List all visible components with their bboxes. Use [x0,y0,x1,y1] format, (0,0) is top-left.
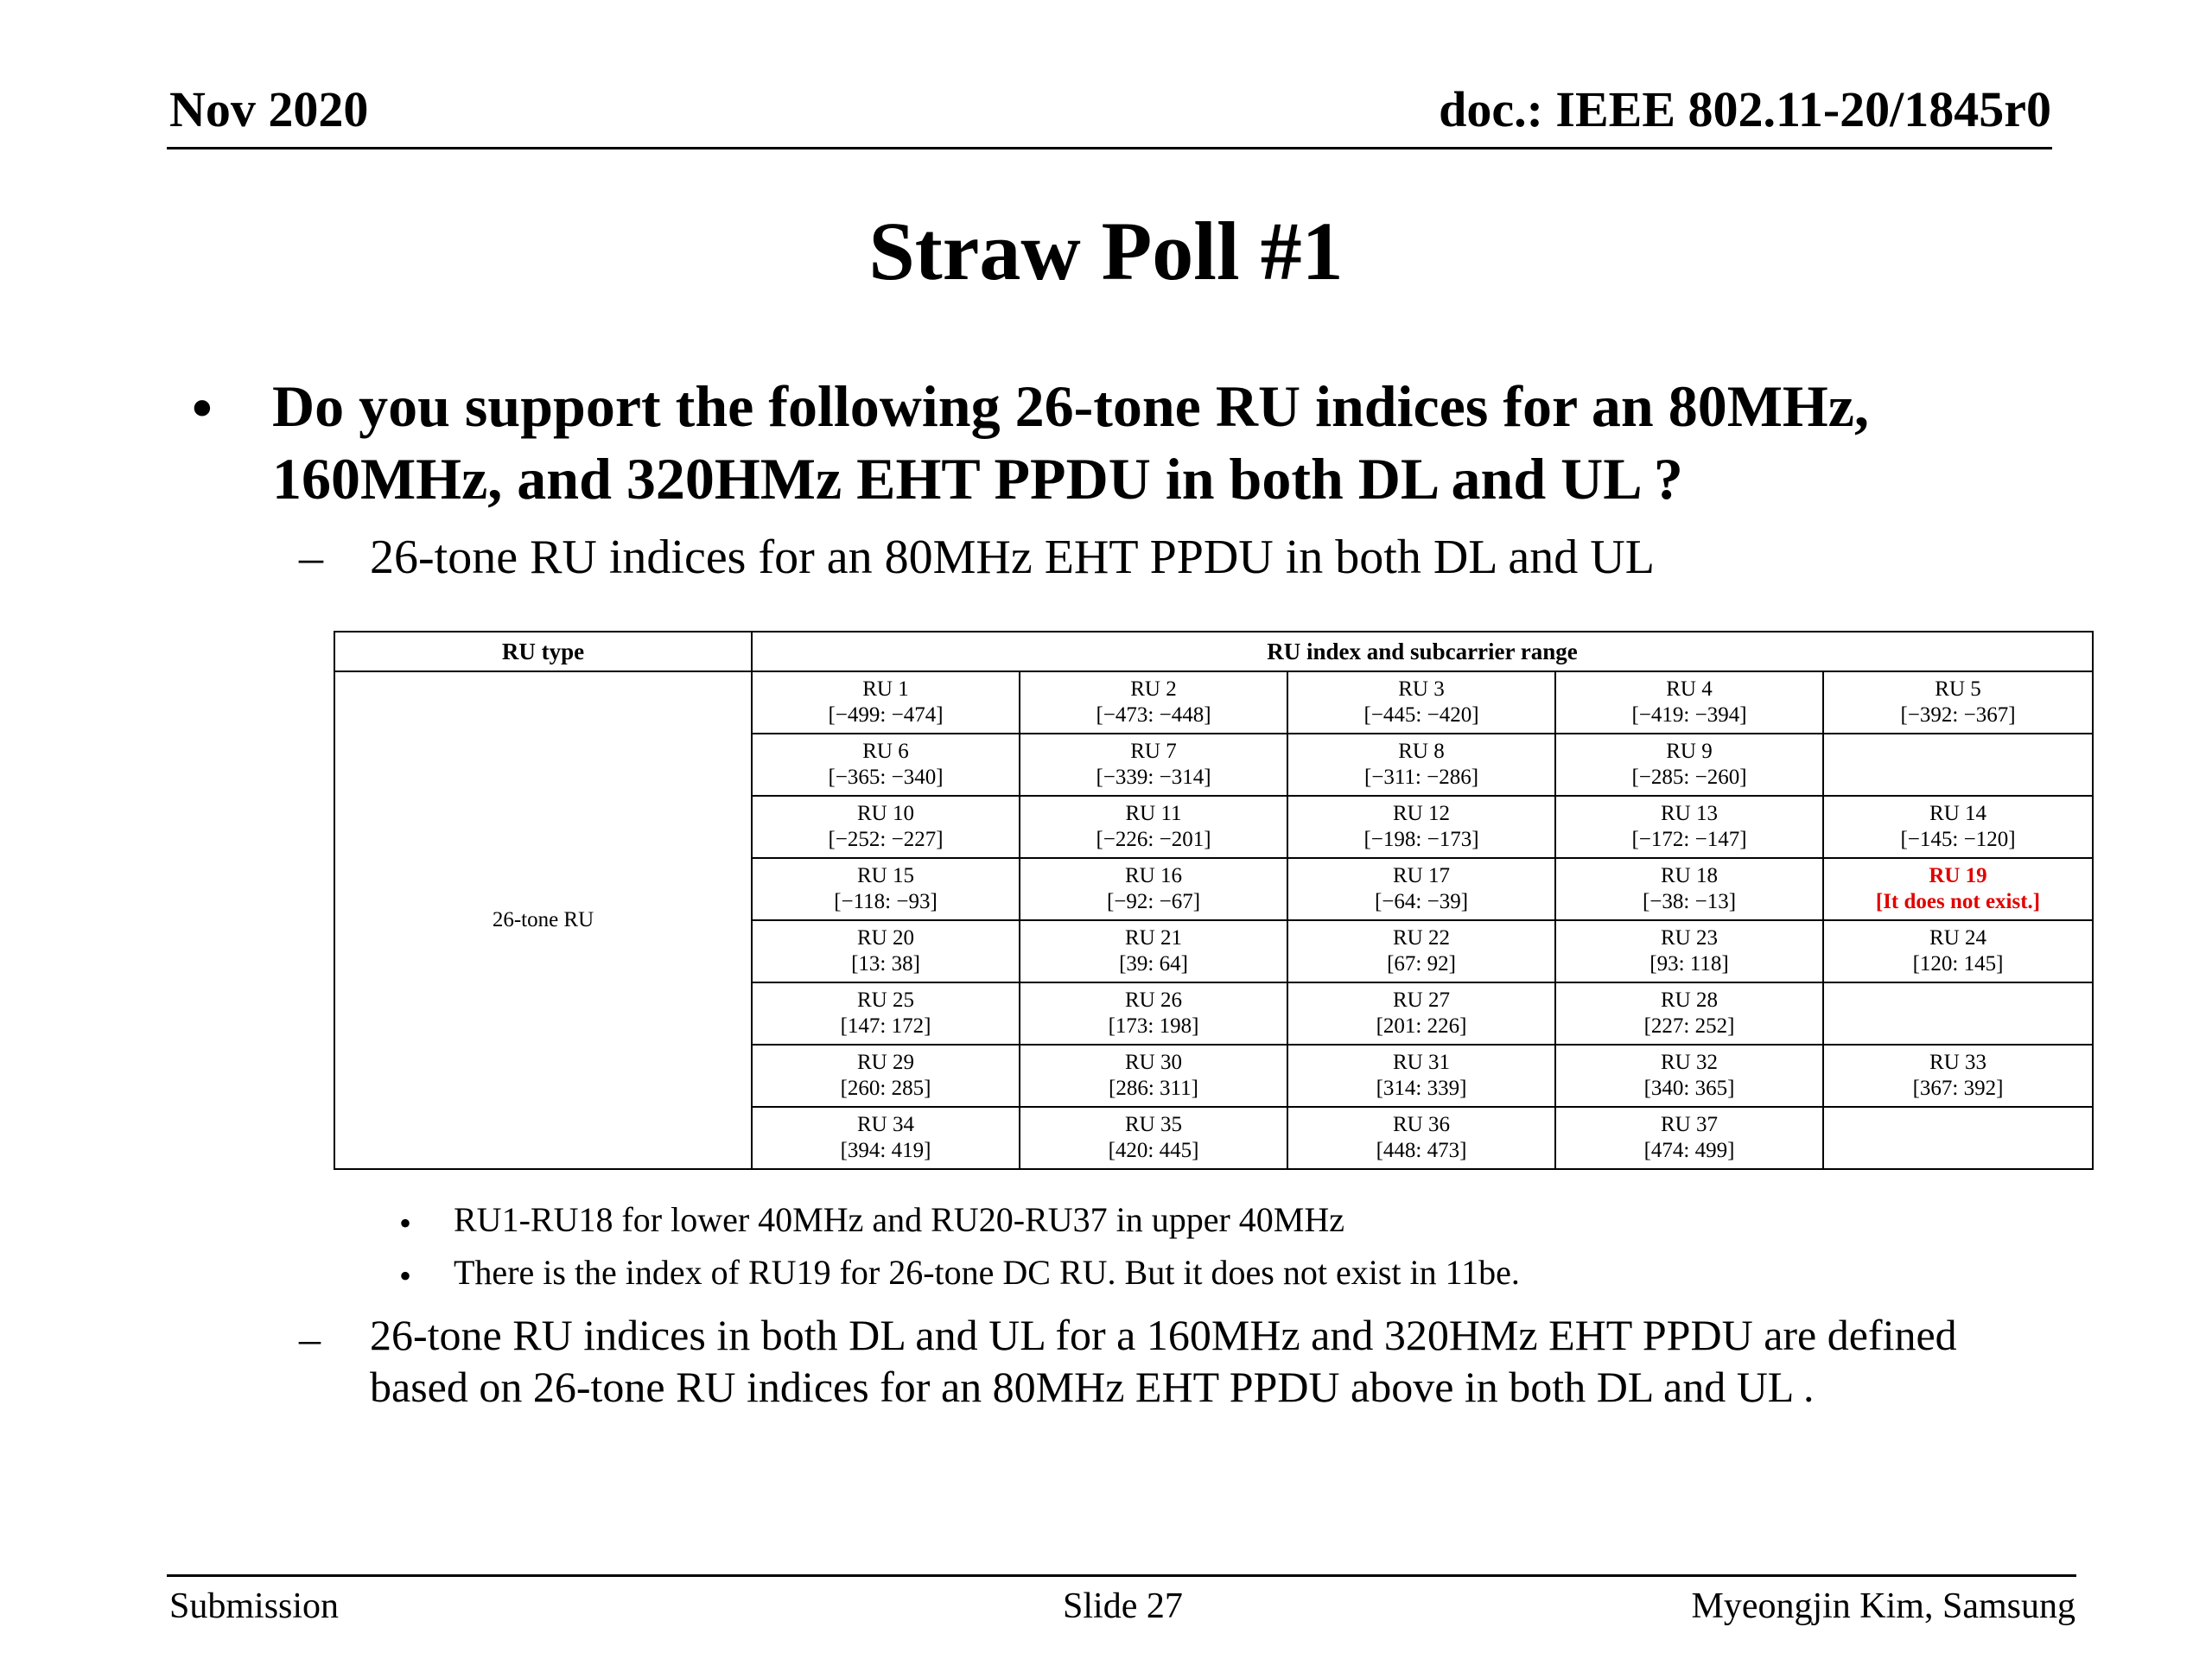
ru-label: RU 17 [1393,864,1450,887]
ru-cell [752,858,1020,920]
ru-label: RU 28 [1661,988,1718,1012]
ru-label: RU 30 [1125,1051,1182,1074]
ru-cell [1287,920,1555,982]
footer-submission: Submission [169,1586,340,1626]
ru-cell [1020,1107,1287,1169]
ru-cell [1287,796,1555,858]
ru-label: RU 31 [1393,1051,1450,1074]
ru-subcarrier-range: [474: 499] [1643,1139,1735,1162]
ru-cell [752,1107,1020,1169]
ru-label: RU 33 [1929,1051,1986,1074]
ru-label: RU 6 [862,740,909,763]
ru-subcarrier-range: [−392: −367] [1900,703,2016,727]
ru-subcarrier-range: [−365: −340] [828,766,944,789]
table-body [334,671,2093,1169]
ru-label: RU 16 [1125,864,1182,887]
ru-cell [1020,671,1287,734]
ru-label: RU 14 [1929,802,1986,825]
ru-cell [1287,1045,1555,1107]
slide-title: Straw Poll #1 [868,205,1344,297]
ru-subcarrier-range: [−198: −173] [1363,828,1479,851]
ru-cell [1823,1045,2093,1107]
ru-subcarrier-range: [−339: −314] [1096,766,1211,789]
ru-cell [1555,858,1823,920]
ru-label: RU 20 [857,926,914,950]
ru-subcarrier-range: [−118: −93] [834,890,938,913]
ru-label: RU 11 [1125,802,1182,825]
ru-cell [1020,858,1287,920]
ru-label: RU 15 [857,864,914,887]
ru-label: RU 27 [1393,988,1450,1012]
ru-cell [1555,796,1823,858]
ru-cell [1020,1045,1287,1107]
ru-subcarrier-range: [−38: −13] [1642,890,1737,913]
ru-cell [1823,671,2093,734]
ru-subcarrier-range: [367: 392] [1912,1077,2004,1100]
ru-subcarrier-range: [448: 473] [1376,1139,1467,1162]
ru-subcarrier-range: [13: 38] [851,952,920,976]
footer-slide-number: Slide 27 [1063,1586,1183,1626]
ru-subcarrier-range: [−445: −420] [1363,703,1479,727]
ru-cell [1020,796,1287,858]
ru-label: RU 18 [1661,864,1718,887]
ru-subcarrier-range: [39: 64] [1119,952,1188,976]
ru-subcarrier-range: [394: 419] [840,1139,931,1162]
ru-subcarrier-range: [−92: −67] [1106,890,1201,913]
ru-subcarrier-range: [120: 145] [1912,952,2004,976]
ru-subcarrier-range: [227: 252] [1643,1014,1735,1038]
ru-subcarrier-range: [−311: −286] [1363,766,1479,789]
ru-subcarrier-range: [173: 198] [1108,1014,1199,1038]
table-header-ru-type: RU type [334,632,752,671]
ru-label: RU 26 [1125,988,1182,1012]
ru-subcarrier-range: [314: 339] [1376,1077,1467,1100]
sub-point-160-320mhz: 26-tone RU indices in both DL and UL for a 160MHz and 320HMz EHT PPDU are defined based on 26-tone RU indices for an 80MHz EHT PPDU above in both DL and UL . [370,1311,1957,1411]
ru-label: RU 21 [1125,926,1182,950]
sub-bullet-ru-halves: RU1-RU18 for lower 40MHz and RU20-RU37 in upper 40MHz [454,1200,1344,1239]
ru-subcarrier-range: [67: 92] [1387,952,1456,976]
sub-bullet-ru19-note: There is the index of RU19 for 26-tone DC RU. But it does not exist in 11be. [454,1253,1520,1292]
ru-subcarrier-range: [286: 311] [1109,1077,1198,1100]
ru-label: RU 37 [1661,1113,1718,1136]
ru-cell [1287,734,1555,796]
ru-subcarrier-range: [−473: −448] [1096,703,1211,727]
ru-cell [1823,858,2093,920]
ru-cell [1823,982,2093,1045]
ru-label: RU 19 [1929,864,1987,887]
ru-subcarrier-range: [260: 285] [840,1077,931,1100]
ru-cell [1823,1107,2093,1169]
dash-marker: – [299,531,323,584]
ru-label: RU 4 [1666,677,1713,701]
ru-subcarrier-range: [−252: −227] [828,828,944,851]
ru-cell [1020,982,1287,1045]
sub-bullet-marker: • [399,1256,412,1295]
ru-subcarrier-range: [−499: −474] [828,703,944,727]
ru-cell [1287,671,1555,734]
ru-cell [1020,734,1287,796]
footer-author: Myeongjin Kim, Samsung [1691,1586,2075,1626]
ru-cell [1555,982,1823,1045]
ru-label: RU 22 [1393,926,1450,950]
table-header-ru-index: RU index and subcarrier range [752,632,2093,671]
ru-subcarrier-range: [−145: −120] [1900,828,2016,851]
header-date: Nov 2020 [169,81,369,137]
ru-label: RU 9 [1666,740,1713,763]
ru-label: RU 34 [857,1113,914,1136]
ru-subcarrier-range: [201: 226] [1376,1014,1467,1038]
ru-cell [1555,671,1823,734]
ru-cell [752,734,1020,796]
ru-subcarrier-range: [93: 118] [1649,952,1729,976]
ru-label: RU 7 [1130,740,1177,763]
ru-cell [752,920,1020,982]
ru-cell [1555,734,1823,796]
header-doc-id: doc.: IEEE 802.11-20/1845r0 [1439,81,2051,137]
ru-label: RU 8 [1398,740,1445,763]
ru-cell [1823,796,2093,858]
ru-label: RU 13 [1661,802,1718,825]
ru-cell [752,671,1020,734]
ru-cell [752,796,1020,858]
ru-label: RU 35 [1125,1113,1182,1136]
ru-cell [1555,1045,1823,1107]
header-divider [167,147,2052,149]
ru-label: RU 24 [1929,926,1986,950]
ru-subcarrier-range: [−64: −39] [1374,890,1469,913]
ru-label: RU 12 [1393,802,1450,825]
ru-subcarrier-range: [−226: −201] [1096,828,1211,851]
ru-label: RU 29 [857,1051,914,1074]
footer-divider [167,1574,2076,1577]
ru-subcarrier-range: [−419: −394] [1631,703,1747,727]
poll-question: Do you support the following 26-tone RU indices for an 80MHz, 160MHz, and 320HMz EHT PPDU in both DL and UL ? [272,373,1869,512]
ru-cell [1555,920,1823,982]
ru-label: RU 32 [1661,1051,1718,1074]
sub-bullet-marker: • [399,1204,412,1243]
ru-cell [1823,920,2093,982]
ru-cell [752,1045,1020,1107]
ru-cell [1287,1107,1555,1169]
ru-subcarrier-range: [340: 365] [1643,1077,1735,1100]
ru-cell [1555,1107,1823,1169]
ru-cell [1287,982,1555,1045]
table-row [334,671,2093,734]
ru-cell [1020,920,1287,982]
ru-label: RU 25 [857,988,914,1012]
ru-label: RU 5 [1935,677,1981,701]
bullet-marker: • [192,375,213,441]
ru-label: RU 10 [857,802,914,825]
ru-label: RU 23 [1661,926,1718,950]
ru-subcarrier-range: [420: 445] [1108,1139,1199,1162]
ru-cell [1823,734,2093,796]
sub-point-80mhz: 26-tone RU indices for an 80MHz EHT PPDU in both DL and UL [370,531,1655,584]
ru-label: RU 36 [1393,1113,1450,1136]
dash-marker: – [299,1314,321,1363]
ru-label: RU 1 [862,677,909,701]
ru-label: RU 3 [1398,677,1445,701]
ru-subcarrier-range: [−172: −147] [1631,828,1747,851]
ru-subcarrier-range: [147: 172] [840,1014,931,1038]
ru-subcarrier-range: [−285: −260] [1631,766,1747,789]
ru-cell [1287,858,1555,920]
ru-label: RU 2 [1130,677,1177,701]
ru-index-table [334,631,2094,1170]
ru-type-cell: 26-tone RU [334,671,752,1169]
ru-subcarrier-range: [It does not exist.] [1875,890,2041,913]
ru-cell [752,982,1020,1045]
